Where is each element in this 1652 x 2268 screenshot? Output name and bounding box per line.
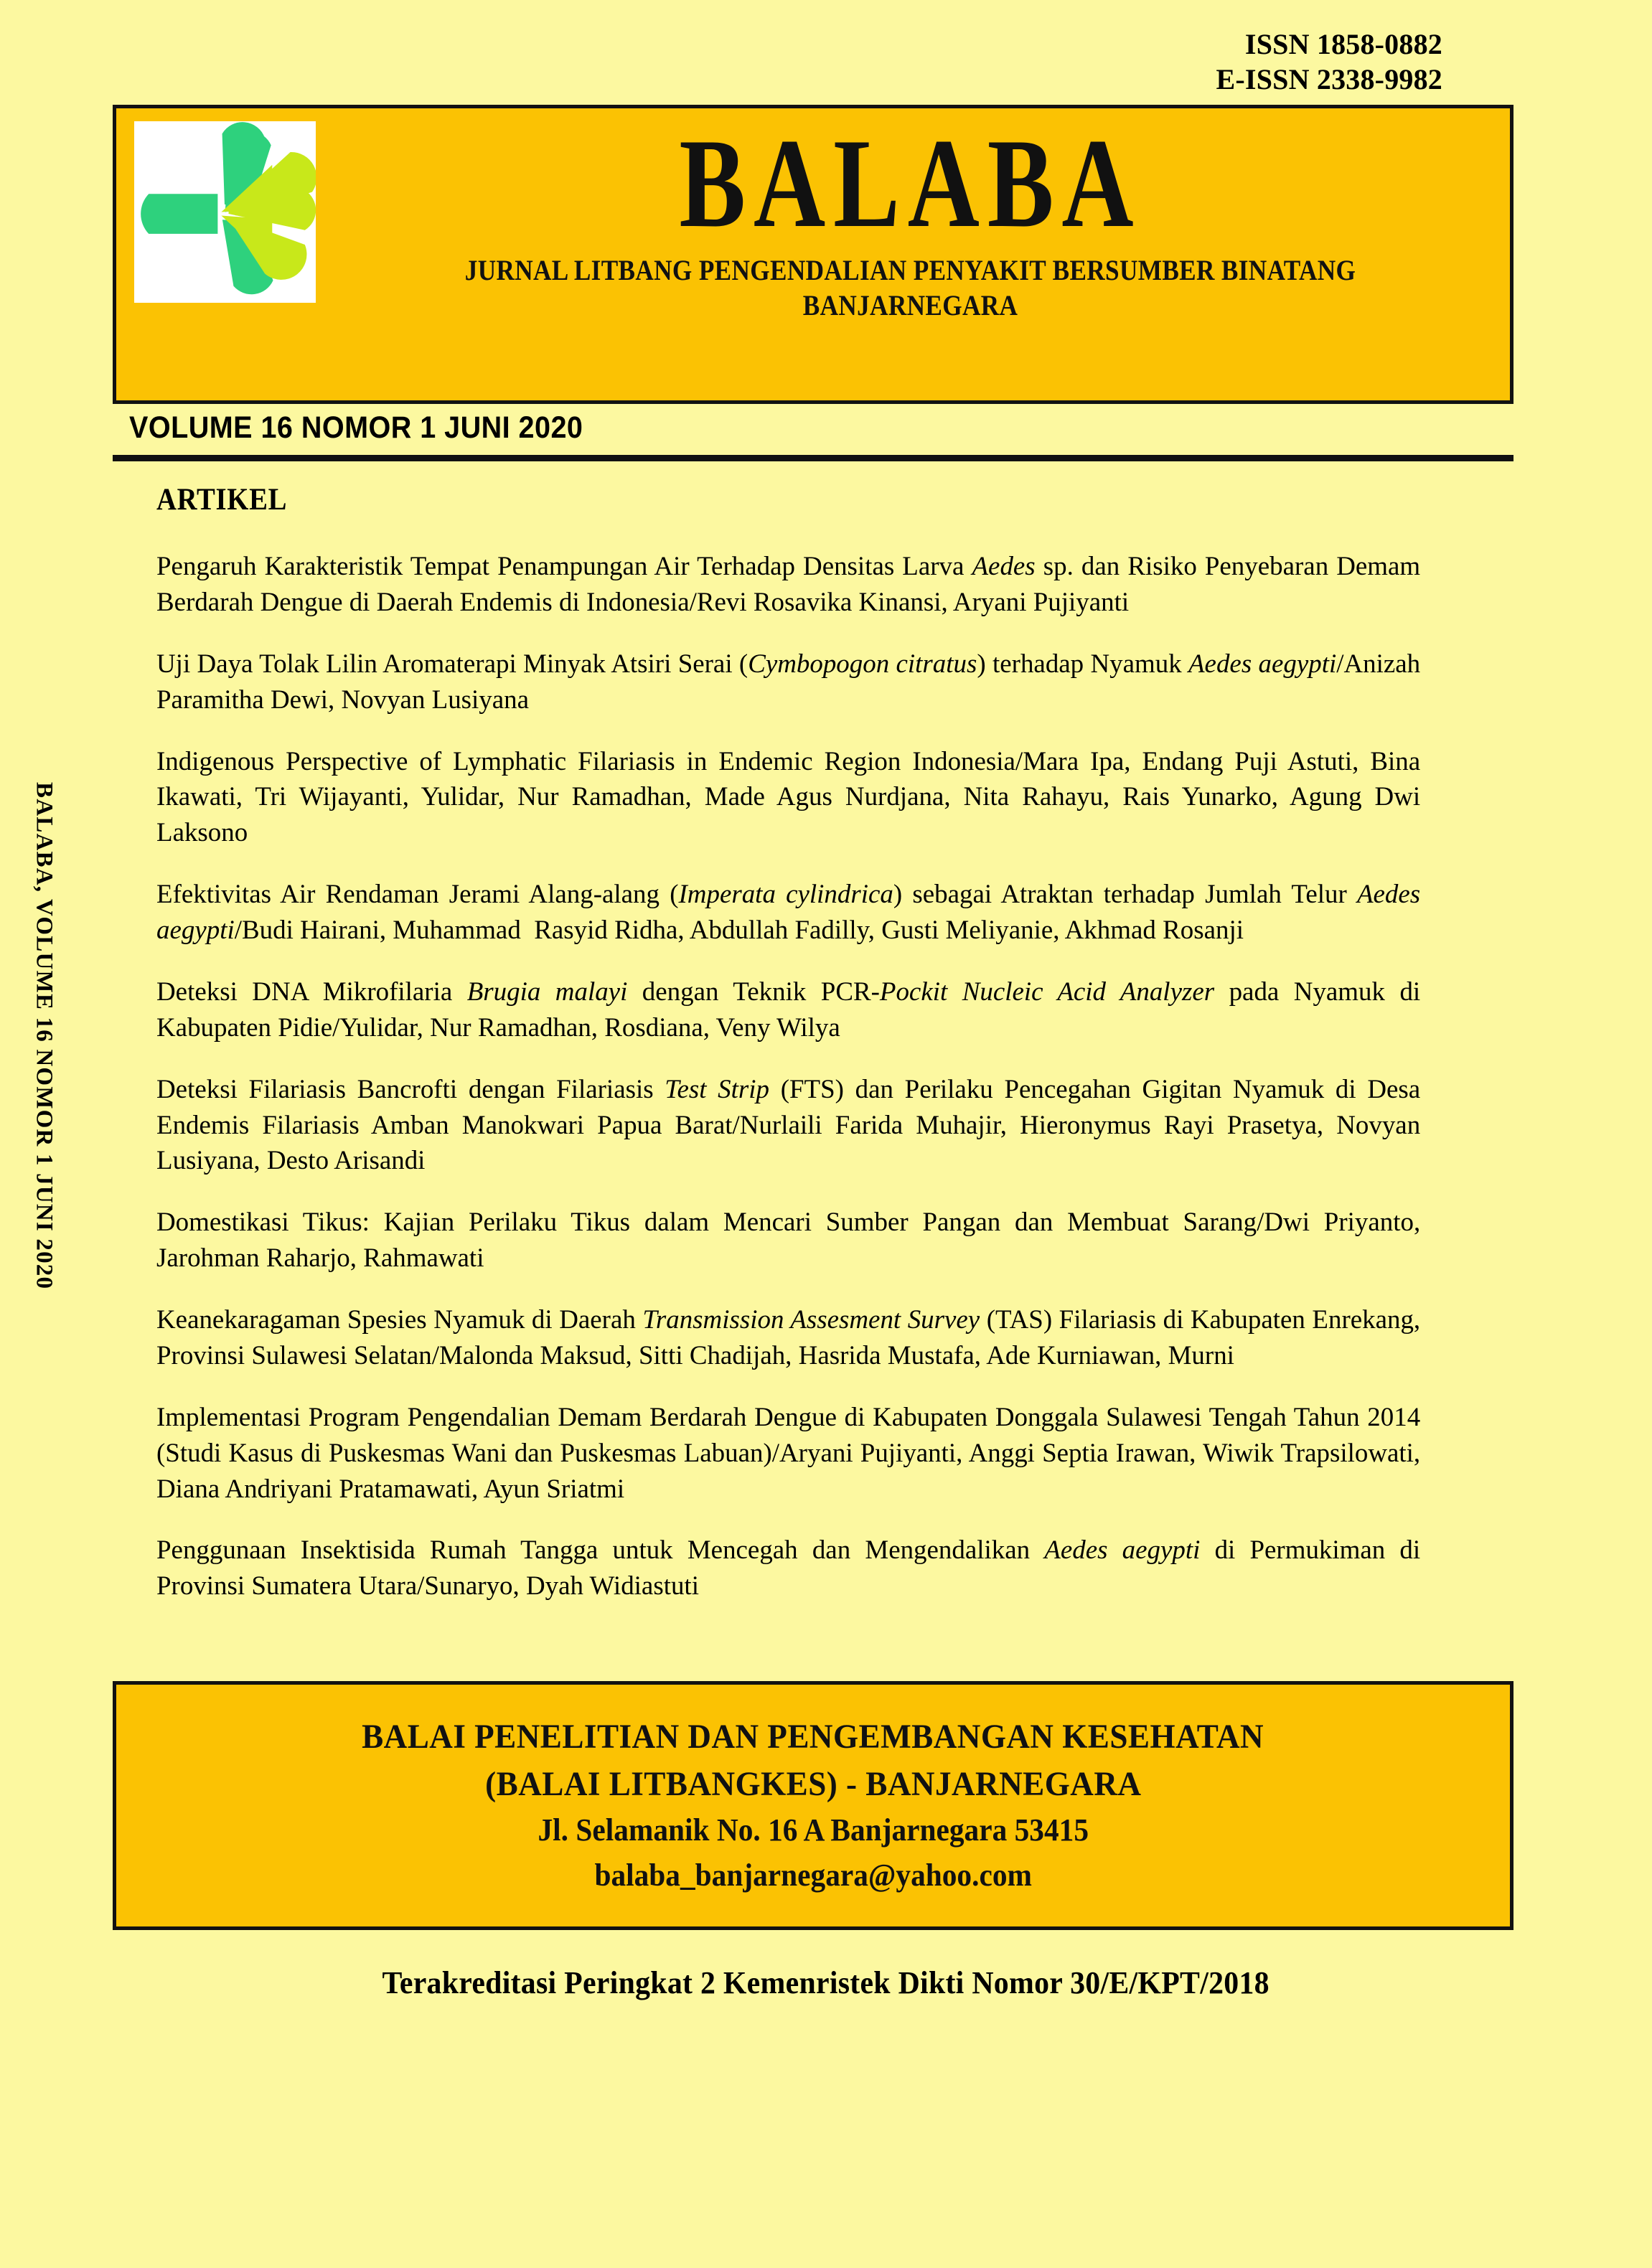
publisher-email[interactable]: balaba_banjarnegara@yahoo.com (594, 1857, 1032, 1893)
page-title: BALABA (679, 112, 1142, 254)
issn-print: ISSN 1858-0882 (1244, 28, 1442, 60)
accreditation-note (0, 1964, 1652, 2001)
article-entry[interactable]: Uji Daya Tolak Lilin Aromaterapi Minyak Atsiri Serai (Cymbopogon citratus) terhadap Nyamuk Aedes aegypti/Anizah Paramitha Dewi, Novyan Lusiyana (156, 649, 1421, 715)
issn-block (1216, 27, 1442, 98)
article-entry[interactable]: Deteksi Filariasis Bancrofti dengan Filariasis Test Strip (FTS) dan Perilaku Pencegahan Gigitan Nyamuk di Desa Endemis Filariasis Amban Manokwari Papua Barat/Nurlaili Farida Muhajir, Hieronymus Rayi Prasetya, Novyan Lusiyana, Desto Arisandi (156, 1074, 1421, 1176)
article-entry[interactable]: Domestikasi Tikus: Kajian Perilaku Tikus dalam Mencari Sumber Pangan dan Membuat Sarang/Dwi Priyanto, Jarohman Raharjo, Rahmawati (156, 1208, 1421, 1274)
volume-divider (113, 455, 1513, 461)
volume-label: VOLUME 16 NOMOR 1 JUNI 2020 (129, 410, 583, 445)
article-entry[interactable]: Pengaruh Karakteristik Tempat Penampungan Air Terhadap Densitas Larva Aedes sp. dan Risiko Penyebaran Demam Berdarah Dengue di Daerah Endemis di Indonesia/Revi Rosavika Kinansi, Aryani Pujiyanti (156, 552, 1421, 617)
table-of-contents (156, 482, 1440, 1630)
publisher-shortname: (BALAI LITBANGKES) - BANJARNEGARA (484, 1765, 1142, 1804)
flower-logo-icon (134, 121, 316, 303)
article-entry[interactable]: Penggunaan Insektisida Rumah Tangga untuk Mencegah dan Mengendalikan Aedes aegypti di Permukiman di Provinsi Sumatera Utara/Sunaryo, Dyah Widiastuti (156, 1535, 1421, 1601)
accreditation-text: Terakreditasi Peringkat 2 Kemenristek Dikti Nomor 30/E/KPT/2018 (382, 1965, 1270, 2000)
journal-logo (134, 121, 316, 303)
article-entry[interactable]: Deteksi DNA Mikrofilaria Brugia malayi dengan Teknik PCR-Pockit Nucleic Acid Analyzer pada Nyamuk di Kabupaten Pidie/Yulidar, Nur Ramadhan, Rosdiana, Veny Wilya (156, 977, 1421, 1043)
publisher-name: BALAI PENELITIAN DAN PENGEMBANGAN KESEHATAN (362, 1717, 1264, 1756)
article-entry[interactable]: Keanekaragaman Spesies Nyamuk di Daerah Transmission Assesment Survey (TAS) Filariasis di Kabupaten Enrekang, Provinsi Sulawesi Selatan/Malonda Maksud, Sitti Chadijah, Hasrida Mustafa, Ade Kurniawan, Murni (156, 1305, 1421, 1370)
issn-electronic: E-ISSN 2338-9982 (1216, 62, 1442, 95)
journal-subtitle-line2: BANJARNEGARA (802, 288, 1018, 321)
spine-text: BALABA, VOLUME 16 NOMOR 1 JUNI 2020 (31, 782, 57, 1290)
spine (24, 782, 63, 1428)
article-entry[interactable]: Efektivitas Air Rendaman Jerami Alang-alang (Imperata cylindrica) sebagai Atraktan terhadap Jumlah Telur Aedes aegypti/Budi Hairani, Muhammad Rasyid Ridha, Abdullah Fadilly, Gusti Meliyanie, Akhmad Rosanji (156, 880, 1421, 945)
journal-subtitle-line1: JURNAL LITBANG PENGENDALIAN PENYAKIT BERSUMBER BINATANG (464, 253, 1356, 286)
article-entry[interactable]: Implementasi Program Pengendalian Demam Berdarah Dengue di Kabupaten Donggala Sulawesi Tengah Tahun 2014 (Studi Kasus di Puskesmas Wani dan Puskesmas Labuan)/Aryani Pujiyanti, Anggi Septia Irawan, Wiwik Trapsilowati, Diana Andriyani Pratamawati, Ayun Sriatmi (156, 1402, 1421, 1504)
publisher-address: Jl. Selamanik No. 16 A Banjarnegara 53415 (538, 1812, 1089, 1848)
publisher-panel (113, 1681, 1513, 1930)
section-heading-artikel: ARTIKEL (156, 483, 288, 517)
article-entry[interactable]: Indigenous Perspective of Lymphatic Filariasis in Endemic Region Indonesia/Mara Ipa, Endang Puji Astuti, Bina Ikawati, Tri Wijayanti, Yulidar, Nur Ramadhan, Made Agus Nurdjana, Nita Rahayu, Rais Yunarko, Agung Dwi Laksono (156, 746, 1421, 848)
masthead-titles (321, 113, 1500, 322)
article-list (156, 549, 1440, 1604)
masthead-panel (113, 105, 1513, 404)
